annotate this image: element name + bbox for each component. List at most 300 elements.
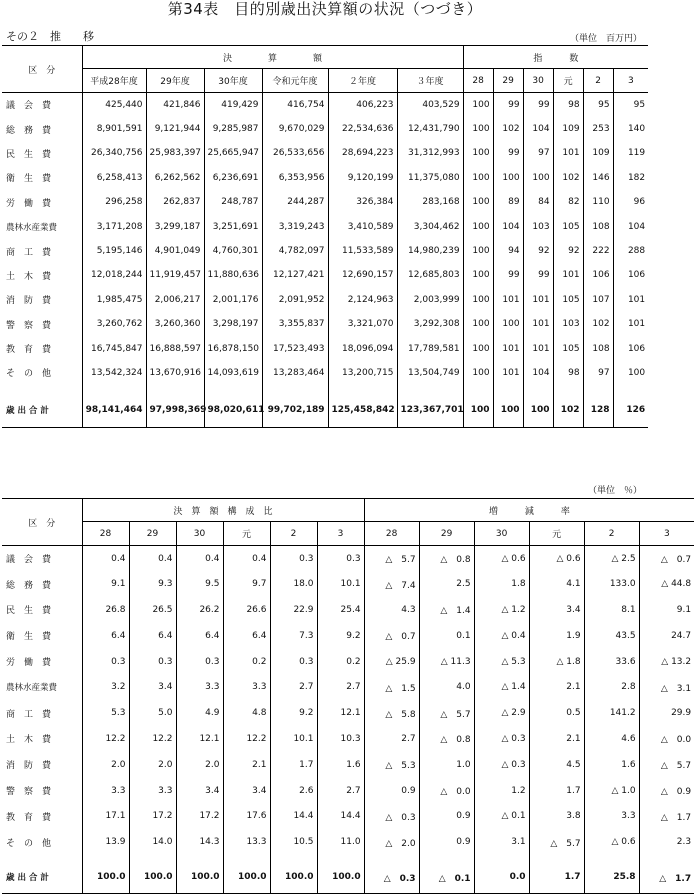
zogen-cell: 3.4 xyxy=(529,597,584,623)
zogen-cell: △ 0.6 xyxy=(529,546,584,572)
kessan-cell: 4,901,049 xyxy=(146,239,204,263)
shisu-cell: 97 xyxy=(583,361,613,385)
table-row xyxy=(2,623,694,649)
zogen-cell: △ 5.7 xyxy=(529,829,584,855)
shisu-cell: 119 xyxy=(613,141,648,165)
shisu-cell: 100 xyxy=(472,270,490,281)
kosei-year-header: 元 xyxy=(223,522,270,546)
kessan-cell: 3,299,187 xyxy=(146,214,204,238)
kessan-cell: 13,542,324 xyxy=(82,361,146,385)
zogen-cell: △ 1.5 xyxy=(385,683,416,694)
shisu-cell: 253 xyxy=(583,117,613,141)
row-label: 歳 出 合 計 xyxy=(2,385,82,428)
row-label: 労 働 費 xyxy=(2,649,82,675)
row-label: 民 生 費 xyxy=(2,141,82,165)
shisu-cell: 288 xyxy=(613,239,648,263)
kessan-cell: 12,690,157 xyxy=(328,263,397,287)
kessan-cell: 3,292,308 xyxy=(397,312,463,336)
zogen-cell: 0.9 xyxy=(401,785,416,796)
shisu-cell: 98 xyxy=(553,361,583,385)
shisu-cell: 104 xyxy=(523,361,553,385)
zogen-cell: △ 1.7 xyxy=(639,803,694,829)
shisu-cell: 101 xyxy=(493,288,523,312)
kessan-cell: 13,200,715 xyxy=(328,361,397,385)
kosei-cell: 11.0 xyxy=(317,829,364,855)
table-row xyxy=(2,597,694,623)
kosei-cell: 25.4 xyxy=(317,597,364,623)
zogen-cell: △ 1.7 xyxy=(639,855,694,894)
shisu-cell: 98 xyxy=(553,93,583,117)
zogen-cell: 4.3 xyxy=(401,604,416,615)
kessan-cell: 3,355,837 xyxy=(262,312,328,336)
header-kosei-group: 決 算 額 構 成 比 xyxy=(82,499,364,522)
kosei-cell: 14.0 xyxy=(129,829,176,855)
header-kubun: 区 分 xyxy=(2,46,82,93)
table-row xyxy=(2,361,648,385)
zogen-cell: 2.5 xyxy=(419,571,474,597)
shisu-cell: 95 xyxy=(613,93,648,117)
zogen-cell: 43.5 xyxy=(584,623,639,649)
kosei-cell: 9.7 xyxy=(223,571,270,597)
row-label: 衛 生 費 xyxy=(2,623,82,649)
kosei-cell: 26.2 xyxy=(176,597,223,623)
kessan-cell: 98,141,464 xyxy=(82,385,146,428)
shisu-year-header: 3 xyxy=(613,69,648,93)
kessan-cell: 403,529 xyxy=(397,93,463,117)
shisu-cell: 100 xyxy=(493,166,523,190)
shisu-cell: 100 xyxy=(523,166,553,190)
table-row xyxy=(2,190,648,214)
kessan-cell: 3,304,462 xyxy=(397,214,463,238)
kessan-cell: 3,298,197 xyxy=(204,312,262,336)
table-row xyxy=(2,166,648,190)
shisu-cell: 89 xyxy=(493,190,523,214)
shisu-cell: 100 xyxy=(472,148,490,159)
kosei-cell: 3.4 xyxy=(223,778,270,804)
kosei-cell: 3.4 xyxy=(176,778,223,804)
kosei-cell: 13.9 xyxy=(82,829,129,855)
shisu-cell: 100 xyxy=(472,246,490,257)
kosei-cell: 14.4 xyxy=(270,803,317,829)
shisu-year-header: 30 xyxy=(523,69,553,93)
kessan-cell: 22,534,636 xyxy=(328,117,397,141)
shisu-cell: 104 xyxy=(493,214,523,238)
kosei-cell: 0.3 xyxy=(176,649,223,675)
kosei-year-header: 28 xyxy=(82,522,129,546)
kosei-year-header: 29 xyxy=(129,522,176,546)
shisu-cell: 100 xyxy=(493,385,523,428)
table-row xyxy=(2,803,694,829)
table-row xyxy=(2,752,694,778)
kessan-cell: 16,888,597 xyxy=(146,336,204,360)
header-kubun: 区 分 xyxy=(2,499,82,546)
shisu-cell: 102 xyxy=(493,117,523,141)
shisu-cell: 100 xyxy=(472,197,490,208)
unit-label-table2: （単位 ％） xyxy=(587,486,642,496)
kosei-year-header: 3 xyxy=(317,522,364,546)
kosei-cell: 100.0 xyxy=(317,855,364,894)
row-label: そ の 他 xyxy=(2,361,82,385)
kessan-cell: 98,020,611 xyxy=(204,385,262,428)
zogen-cell: 1.0 xyxy=(419,752,474,778)
kosei-cell: 2.1 xyxy=(223,752,270,778)
kosei-cell: 2.0 xyxy=(176,752,223,778)
zogen-cell: △ 1.4 xyxy=(419,597,474,623)
zogen-cell: △ 0.6 xyxy=(474,546,529,572)
zogen-cell: △ 0.4 xyxy=(474,623,529,649)
kessan-cell: 18,096,094 xyxy=(328,336,397,360)
kosei-cell: 2.7 xyxy=(270,674,317,700)
kosei-cell: 0.2 xyxy=(223,649,270,675)
kosei-cell: 100.0 xyxy=(129,855,176,894)
zogen-cell: 2.7 xyxy=(401,733,416,744)
kessan-cell: 2,006,217 xyxy=(146,288,204,312)
zogen-cell: △ 0.3 xyxy=(474,726,529,752)
kosei-cell: 3.4 xyxy=(129,674,176,700)
expenditure-table xyxy=(2,45,648,428)
shisu-cell: 109 xyxy=(583,141,613,165)
kosei-cell: 0.3 xyxy=(270,649,317,675)
kessan-cell: 13,283,464 xyxy=(262,361,328,385)
kosei-cell: 4.8 xyxy=(223,700,270,726)
kosei-cell: 12.2 xyxy=(223,726,270,752)
kessan-cell: 17,523,493 xyxy=(262,336,328,360)
kessan-cell: 125,458,842 xyxy=(328,385,397,428)
zogen-cell: 2.3 xyxy=(639,829,694,855)
kosei-cell: 4.9 xyxy=(176,700,223,726)
row-label: 消 防 費 xyxy=(2,752,82,778)
row-label: 労 働 費 xyxy=(2,190,82,214)
kessan-cell: 296,258 xyxy=(82,190,146,214)
shisu-cell: 95 xyxy=(583,93,613,117)
zogen-cell: 4.6 xyxy=(584,726,639,752)
table-row xyxy=(2,214,648,238)
zogen-cell: 141.2 xyxy=(584,700,639,726)
kessan-cell: 283,168 xyxy=(397,190,463,214)
kessan-cell: 13,670,916 xyxy=(146,361,204,385)
zogen-cell: 1.9 xyxy=(529,623,584,649)
total-row xyxy=(2,855,694,894)
zogen-cell: 1.7 xyxy=(529,855,584,894)
kessan-cell: 28,694,223 xyxy=(328,141,397,165)
kessan-year-header: 30年度 xyxy=(204,69,262,93)
zogen-cell: △ 0.3 xyxy=(364,855,419,894)
kessan-cell: 3,321,070 xyxy=(328,312,397,336)
shisu-cell: 101 xyxy=(523,336,553,360)
kessan-cell: 26,340,756 xyxy=(82,141,146,165)
kosei-cell: 22.9 xyxy=(270,597,317,623)
shisu-cell: 100 xyxy=(463,385,493,428)
table-row xyxy=(2,546,694,572)
kosei-cell: 0.2 xyxy=(317,649,364,675)
kosei-cell: 3.3 xyxy=(129,778,176,804)
table-row xyxy=(2,726,694,752)
kosei-cell: 26.6 xyxy=(223,597,270,623)
kosei-cell: 6.4 xyxy=(82,623,129,649)
kessan-cell: 99,702,189 xyxy=(262,385,328,428)
zogen-cell: △ 2.5 xyxy=(584,546,639,572)
kessan-cell: 326,384 xyxy=(328,190,397,214)
shisu-cell: 82 xyxy=(553,190,583,214)
unit-label-table1: （単位 百万円） xyxy=(569,34,642,44)
zogen-year-header: 28 xyxy=(364,522,419,546)
kessan-cell: 2,003,999 xyxy=(397,288,463,312)
row-label: 総 務 費 xyxy=(2,571,82,597)
kessan-cell: 123,367,701 xyxy=(397,385,463,428)
kosei-cell: 2.7 xyxy=(317,778,364,804)
shisu-cell: 105 xyxy=(553,214,583,238)
table-row xyxy=(2,312,648,336)
zogen-cell: 2.8 xyxy=(584,674,639,700)
zogen-cell: 0.9 xyxy=(419,803,474,829)
table-row xyxy=(2,571,694,597)
shisu-cell: 92 xyxy=(553,239,583,263)
kessan-cell: 425,440 xyxy=(82,93,146,117)
zogen-cell: △ 5.3 xyxy=(474,649,529,675)
zogen-cell: 2.1 xyxy=(529,726,584,752)
kosei-cell: 3.3 xyxy=(82,778,129,804)
shisu-cell: 101 xyxy=(553,263,583,287)
kosei-cell: 2.6 xyxy=(270,778,317,804)
kosei-cell: 12.1 xyxy=(317,700,364,726)
shisu-cell: 103 xyxy=(523,214,553,238)
shisu-cell: 102 xyxy=(553,166,583,190)
row-label: 歳 出 合 計 xyxy=(2,855,82,894)
kessan-cell: 421,846 xyxy=(146,93,204,117)
kessan-cell: 16,878,150 xyxy=(204,336,262,360)
shisu-cell: 105 xyxy=(553,288,583,312)
kosei-cell: 100.0 xyxy=(176,855,223,894)
kessan-cell: 9,285,987 xyxy=(204,117,262,141)
zogen-cell: 33.6 xyxy=(584,649,639,675)
shisu-cell: 99 xyxy=(493,93,523,117)
kessan-cell: 14,093,619 xyxy=(204,361,262,385)
kosei-cell: 2.0 xyxy=(129,752,176,778)
shisu-year-header: 元 xyxy=(553,69,583,93)
shisu-cell: 146 xyxy=(583,166,613,190)
kessan-cell: 12,685,803 xyxy=(397,263,463,287)
shisu-cell: 106 xyxy=(583,263,613,287)
shisu-cell: 97 xyxy=(523,141,553,165)
row-label: そ の 他 xyxy=(2,829,82,855)
shisu-cell: 128 xyxy=(583,385,613,428)
shisu-cell: 102 xyxy=(553,385,583,428)
shisu-cell: 100 xyxy=(472,319,490,330)
kessan-cell: 12,018,244 xyxy=(82,263,146,287)
kessan-cell: 12,127,421 xyxy=(262,263,328,287)
kessan-cell: 14,980,239 xyxy=(397,239,463,263)
row-label: 警 察 費 xyxy=(2,778,82,804)
kosei-cell: 3.3 xyxy=(176,674,223,700)
shisu-cell: 100 xyxy=(472,221,490,232)
kessan-cell: 416,754 xyxy=(262,93,328,117)
kosei-cell: 100.0 xyxy=(270,855,317,894)
kosei-cell: 17.2 xyxy=(129,803,176,829)
zogen-cell: 0.0 xyxy=(474,855,529,894)
kosei-cell: 100.0 xyxy=(223,855,270,894)
zogen-cell: △ 0.3 xyxy=(385,812,416,823)
kessan-cell: 262,837 xyxy=(146,190,204,214)
header-shisu-group: 指 数 xyxy=(463,46,648,69)
zogen-cell: △ 2.0 xyxy=(385,838,416,849)
shisu-cell: 100 xyxy=(472,172,490,183)
zogen-cell: △ 0.6 xyxy=(584,829,639,855)
kessan-cell: 6,236,691 xyxy=(204,166,262,190)
kessan-cell: 16,745,847 xyxy=(82,336,146,360)
kessan-cell: 17,789,581 xyxy=(397,336,463,360)
shisu-cell: 101 xyxy=(613,288,648,312)
shisu-cell: 108 xyxy=(583,214,613,238)
zogen-cell: △ 0.1 xyxy=(419,855,474,894)
zogen-cell: △ 11.3 xyxy=(419,649,474,675)
shisu-cell: 92 xyxy=(523,239,553,263)
kessan-cell: 26,533,656 xyxy=(262,141,328,165)
kessan-cell: 9,670,029 xyxy=(262,117,328,141)
kosei-cell: 0.3 xyxy=(317,546,364,572)
table-row xyxy=(2,700,694,726)
zogen-cell: △ 13.2 xyxy=(639,649,694,675)
zogen-cell: 2.1 xyxy=(529,674,584,700)
zogen-cell: △ 0.7 xyxy=(639,546,694,572)
shisu-cell: 99 xyxy=(493,263,523,287)
zogen-cell: 0.1 xyxy=(419,623,474,649)
kosei-cell: 1.6 xyxy=(317,752,364,778)
kessan-year-header: ３年度 xyxy=(397,69,463,93)
composition-table xyxy=(2,498,694,894)
zogen-cell: △ 5.7 xyxy=(639,752,694,778)
kessan-cell: 13,504,749 xyxy=(397,361,463,385)
shisu-year-header: 2 xyxy=(583,69,613,93)
shisu-year-header: 28 xyxy=(463,69,493,93)
kessan-cell: 97,998,369 xyxy=(146,385,204,428)
zogen-cell: △ 1.2 xyxy=(474,597,529,623)
kosei-year-header: 2 xyxy=(270,522,317,546)
total-row xyxy=(2,385,648,428)
kessan-cell: 6,262,562 xyxy=(146,166,204,190)
table-row xyxy=(2,117,648,141)
shisu-cell: 100 xyxy=(472,99,490,110)
zogen-cell: △ 0.9 xyxy=(639,778,694,804)
kessan-cell: 9,121,944 xyxy=(146,117,204,141)
kessan-cell: 25,665,947 xyxy=(204,141,262,165)
kosei-cell: 17.2 xyxy=(176,803,223,829)
shisu-cell: 107 xyxy=(583,288,613,312)
kosei-cell: 2.0 xyxy=(82,752,129,778)
kessan-cell: 3,251,691 xyxy=(204,214,262,238)
kosei-cell: 18.0 xyxy=(270,571,317,597)
row-label: 商 工 費 xyxy=(2,239,82,263)
kessan-cell: 5,195,146 xyxy=(82,239,146,263)
table-row xyxy=(2,141,648,165)
header-zogen-group: 増 減 率 xyxy=(364,499,694,522)
shisu-cell: 101 xyxy=(613,312,648,336)
zogen-cell: △ 25.9 xyxy=(385,656,416,667)
zogen-cell: △ 5.8 xyxy=(385,709,416,720)
zogen-cell: 4.5 xyxy=(529,752,584,778)
kosei-cell: 9.3 xyxy=(129,571,176,597)
zogen-cell: 3.1 xyxy=(474,829,529,855)
zogen-cell: 3.8 xyxy=(529,803,584,829)
row-label: 教 育 費 xyxy=(2,336,82,360)
kosei-cell: 0.4 xyxy=(82,546,129,572)
kosei-cell: 12.1 xyxy=(176,726,223,752)
kessan-cell: 3,260,360 xyxy=(146,312,204,336)
zogen-cell: 25.8 xyxy=(584,855,639,894)
kessan-cell: 11,880,636 xyxy=(204,263,262,287)
zogen-cell: 24.7 xyxy=(639,623,694,649)
kosei-cell: 5.3 xyxy=(82,700,129,726)
kessan-year-header: 29年度 xyxy=(146,69,204,93)
header-kessan-group: 決 算 額 xyxy=(82,46,463,69)
kosei-cell: 6.4 xyxy=(223,623,270,649)
kosei-cell: 100.0 xyxy=(82,855,129,894)
kosei-cell: 26.8 xyxy=(82,597,129,623)
table-row xyxy=(2,263,648,287)
kosei-cell: 1.7 xyxy=(270,752,317,778)
shisu-cell: 99 xyxy=(493,141,523,165)
kessan-cell: 11,375,080 xyxy=(397,166,463,190)
shisu-cell: 109 xyxy=(553,117,583,141)
kosei-cell: 17.1 xyxy=(82,803,129,829)
table-row xyxy=(2,829,694,855)
zogen-cell: △ 1.0 xyxy=(584,778,639,804)
zogen-cell: 4.1 xyxy=(529,571,584,597)
row-label: 議 会 費 xyxy=(2,546,82,572)
zogen-cell: 1.8 xyxy=(474,571,529,597)
kessan-cell: 9,120,199 xyxy=(328,166,397,190)
shisu-cell: 140 xyxy=(613,117,648,141)
kessan-cell: 3,319,243 xyxy=(262,214,328,238)
kessan-cell: 25,983,397 xyxy=(146,141,204,165)
zogen-cell: △ 0.0 xyxy=(419,778,474,804)
kosei-cell: 12.2 xyxy=(129,726,176,752)
zogen-year-header: 3 xyxy=(639,522,694,546)
zogen-year-header: 30 xyxy=(474,522,529,546)
table-row xyxy=(2,778,694,804)
shisu-cell: 100 xyxy=(472,124,490,135)
kessan-year-header: 令和元年度 xyxy=(262,69,328,93)
kessan-cell: 419,429 xyxy=(204,93,262,117)
kosei-cell: 3.3 xyxy=(223,674,270,700)
kosei-cell: 10.1 xyxy=(270,726,317,752)
zogen-cell: △ 44.8 xyxy=(639,571,694,597)
kosei-cell: 13.3 xyxy=(223,829,270,855)
shisu-cell: 100 xyxy=(472,343,490,354)
zogen-cell: 29.9 xyxy=(639,700,694,726)
kosei-cell: 0.3 xyxy=(82,649,129,675)
shisu-cell: 102 xyxy=(583,312,613,336)
zogen-cell: 3.3 xyxy=(584,803,639,829)
kosei-cell: 9.2 xyxy=(270,700,317,726)
kessan-cell: 6,353,956 xyxy=(262,166,328,190)
zogen-cell: △ 5.7 xyxy=(385,555,416,566)
zogen-cell: △ 0.3 xyxy=(474,752,529,778)
zogen-year-header: 29 xyxy=(419,522,474,546)
kosei-cell: 5.0 xyxy=(129,700,176,726)
kosei-cell: 26.5 xyxy=(129,597,176,623)
table-row xyxy=(2,239,648,263)
shisu-cell: 99 xyxy=(523,93,553,117)
kessan-cell: 3,260,762 xyxy=(82,312,146,336)
kessan-year-header: 平成28年度 xyxy=(82,69,146,93)
kosei-cell: 14.4 xyxy=(317,803,364,829)
kosei-cell: 3.2 xyxy=(82,674,129,700)
shisu-cell: 103 xyxy=(553,312,583,336)
shisu-cell: 108 xyxy=(583,336,613,360)
section-subtitle: その２ 推 移 xyxy=(6,30,94,43)
shisu-cell: 94 xyxy=(493,239,523,263)
kosei-cell: 9.5 xyxy=(176,571,223,597)
